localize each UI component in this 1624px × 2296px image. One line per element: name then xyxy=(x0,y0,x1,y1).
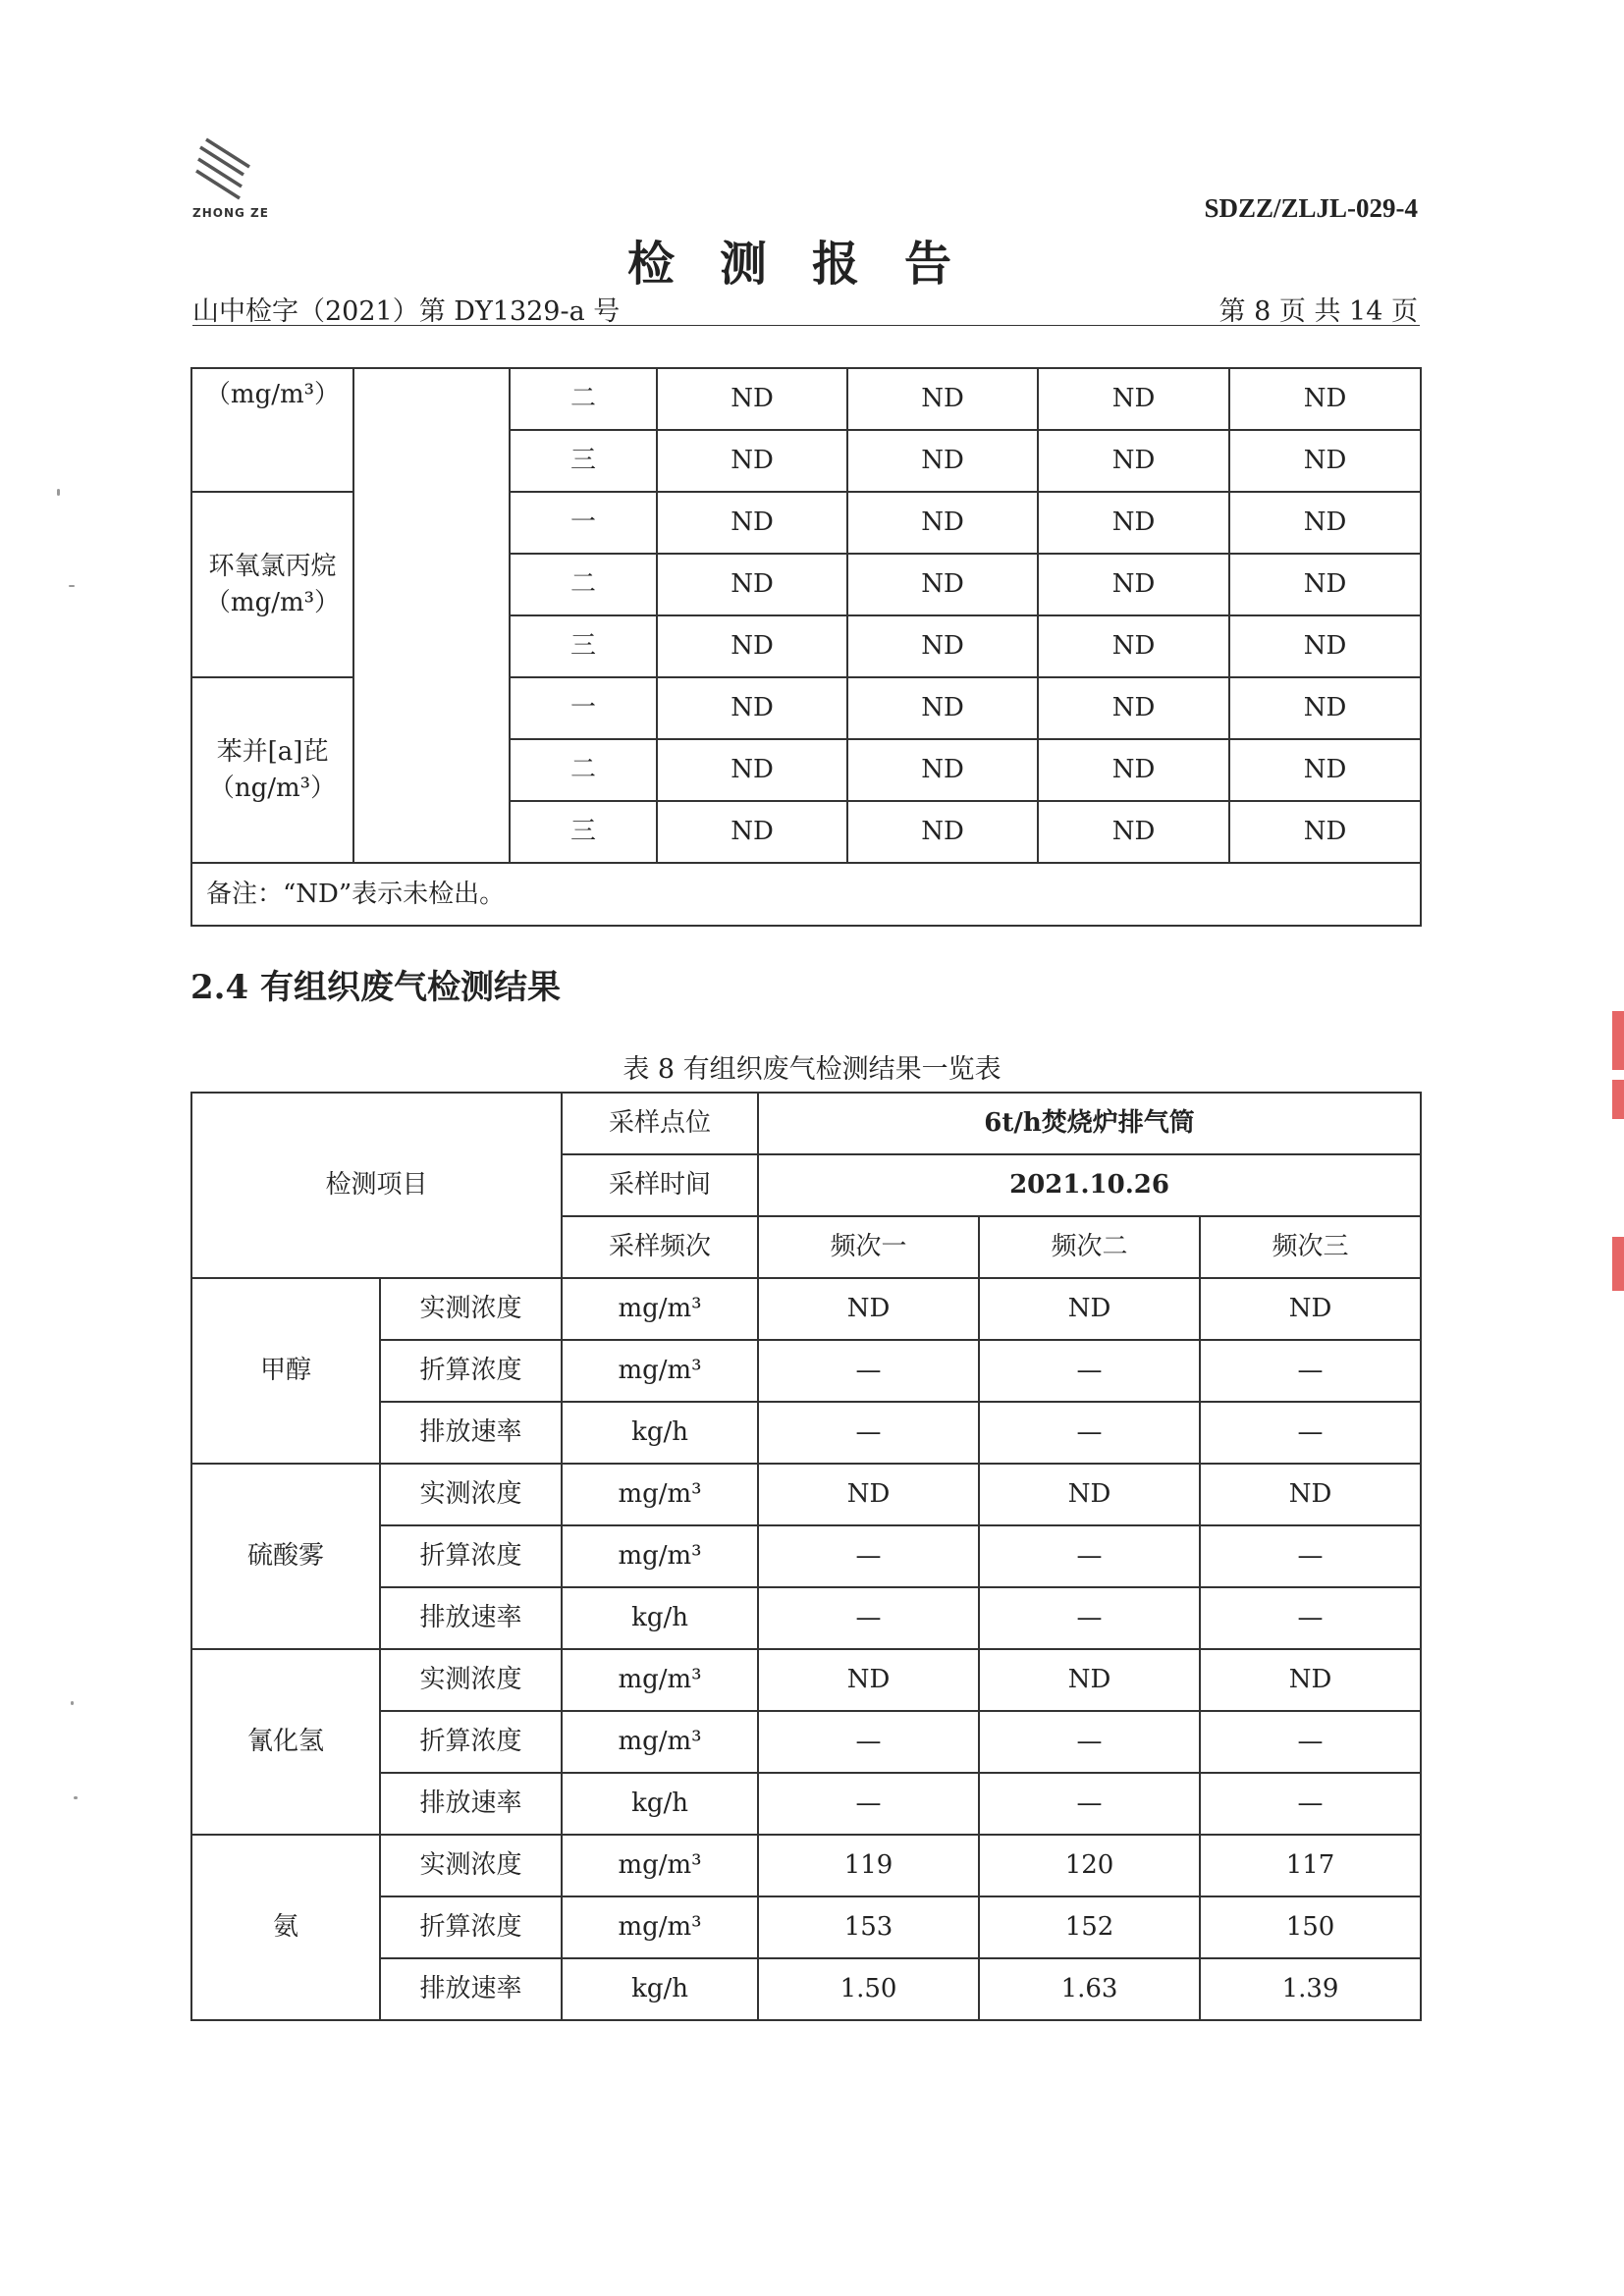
metric-cell: 实测浓度 xyxy=(380,1649,562,1711)
value-cell: — xyxy=(979,1340,1200,1402)
unit-cell: mg/m³ xyxy=(562,1464,758,1525)
scan-speck xyxy=(69,585,75,587)
unit-cell: kg/h xyxy=(562,1958,758,2020)
stamp-edge-mark xyxy=(1612,1011,1624,1070)
value-cell: — xyxy=(979,1711,1200,1773)
header-divider xyxy=(192,325,1420,326)
value-cell: ND xyxy=(1038,368,1229,430)
value-cell: ND xyxy=(1038,615,1229,677)
table-row xyxy=(191,1649,1421,1711)
unit-cell: mg/m³ xyxy=(562,1525,758,1587)
value-cell: ND xyxy=(847,677,1038,739)
table-row xyxy=(191,1835,1421,1896)
logo-text: ZHONG ZE xyxy=(192,206,269,220)
value-cell: ND xyxy=(979,1464,1200,1525)
value-cell: ND xyxy=(847,492,1038,554)
unit-cell: mg/m³ xyxy=(562,1711,758,1773)
pollutant-unit: （mg/m³） xyxy=(204,380,341,409)
sample-time-value: 2021.10.26 xyxy=(758,1154,1421,1216)
value-cell: ND xyxy=(758,1278,979,1340)
value-cell: 152 xyxy=(979,1896,1200,1958)
value-cell: — xyxy=(758,1711,979,1773)
value-cell: ND xyxy=(1038,739,1229,801)
table-row xyxy=(191,1464,1421,1525)
value-cell: ND xyxy=(979,1649,1200,1711)
value-cell: ND xyxy=(1229,739,1421,801)
scan-speck xyxy=(57,489,60,496)
report-title: 检测报告 xyxy=(626,237,997,292)
value-cell: — xyxy=(1200,1773,1421,1835)
metric-cell: 排放速率 xyxy=(380,1587,562,1649)
value-cell: ND xyxy=(847,739,1038,801)
table-row xyxy=(191,1093,1421,1154)
freq-cell: 二 xyxy=(510,554,657,615)
value-cell: — xyxy=(758,1525,979,1587)
metric-cell: 实测浓度 xyxy=(380,1464,562,1525)
metric-cell: 折算浓度 xyxy=(380,1340,562,1402)
table-caption: 表 8 有组织废气检测结果一览表 xyxy=(623,1054,1001,1085)
metric-cell: 排放速率 xyxy=(380,1773,562,1835)
report-number: 山中检字（2021）第 DY1329-a 号 xyxy=(192,296,621,327)
pollutant-name-cell: 氨 xyxy=(191,1835,380,2020)
metric-cell: 折算浓度 xyxy=(380,1525,562,1587)
table-7-continued xyxy=(190,367,1422,927)
value-cell: ND xyxy=(847,801,1038,863)
value-cell: — xyxy=(979,1773,1200,1835)
table-row xyxy=(191,368,1421,430)
value-cell: ND xyxy=(1038,677,1229,739)
unit-cell: mg/m³ xyxy=(562,1649,758,1711)
table-note: 备注：“ND”表示未检出。 xyxy=(191,863,1421,926)
metric-cell: 实测浓度 xyxy=(380,1278,562,1340)
value-cell: 119 xyxy=(758,1835,979,1896)
value-cell: ND xyxy=(657,739,847,801)
freq-header-cell: 频次三 xyxy=(1200,1216,1421,1278)
unit-cell: kg/h xyxy=(562,1773,758,1835)
value-cell: — xyxy=(758,1402,979,1464)
value-cell: ND xyxy=(657,615,847,677)
metric-cell: 折算浓度 xyxy=(380,1896,562,1958)
unit-cell: mg/m³ xyxy=(562,1835,758,1896)
value-cell: ND xyxy=(847,554,1038,615)
value-cell: ND xyxy=(1200,1464,1421,1525)
table-row xyxy=(191,863,1421,926)
value-cell: ND xyxy=(847,430,1038,492)
value-cell: ND xyxy=(1229,430,1421,492)
unit-cell: kg/h xyxy=(562,1402,758,1464)
unit-cell: mg/m³ xyxy=(562,1278,758,1340)
scan-speck xyxy=(71,1701,74,1705)
value-cell: ND xyxy=(847,615,1038,677)
page-info: 第 8 页 共 14 页 xyxy=(1218,296,1418,327)
value-cell: 1.63 xyxy=(979,1958,1200,2020)
unit-cell: mg/m³ xyxy=(562,1896,758,1958)
header-label-cell: 采样时间 xyxy=(562,1154,758,1216)
freq-header-cell: 频次一 xyxy=(758,1216,979,1278)
value-cell: ND xyxy=(1038,430,1229,492)
value-cell: ND xyxy=(1229,368,1421,430)
value-cell: — xyxy=(979,1525,1200,1587)
value-cell: — xyxy=(979,1587,1200,1649)
value-cell: ND xyxy=(1038,492,1229,554)
header-label-cell: 采样频次 xyxy=(562,1216,758,1278)
pollutant-name-cell: 甲醇 xyxy=(191,1278,380,1464)
value-cell: ND xyxy=(758,1464,979,1525)
item-header-cell: 检测项目 xyxy=(191,1093,562,1278)
value-cell: ND xyxy=(1229,677,1421,739)
value-cell: 153 xyxy=(758,1896,979,1958)
freq-cell: 二 xyxy=(510,739,657,801)
freq-cell: 三 xyxy=(510,430,657,492)
table-8-body xyxy=(191,1278,1421,2020)
scan-speck xyxy=(74,1796,78,1799)
value-cell: ND xyxy=(1229,615,1421,677)
value-cell: ND xyxy=(847,368,1038,430)
value-cell: ND xyxy=(1200,1649,1421,1711)
value-cell: 117 xyxy=(1200,1835,1421,1896)
value-cell: ND xyxy=(657,801,847,863)
metric-cell: 排放速率 xyxy=(380,1402,562,1464)
value-cell: — xyxy=(1200,1402,1421,1464)
unit-cell: mg/m³ xyxy=(562,1340,758,1402)
header-label-cell: 采样点位 xyxy=(562,1093,758,1154)
value-cell: 1.39 xyxy=(1200,1958,1421,2020)
value-cell: 150 xyxy=(1200,1896,1421,1958)
document-code: SDZZ/ZLJL-029-4 xyxy=(1204,193,1418,223)
table-row xyxy=(191,1278,1421,1340)
freq-cell: 三 xyxy=(510,615,657,677)
metric-cell: 排放速率 xyxy=(380,1958,562,2020)
value-cell: — xyxy=(979,1402,1200,1464)
value-cell: ND xyxy=(657,554,847,615)
value-cell: ND xyxy=(1229,492,1421,554)
value-cell: 120 xyxy=(979,1835,1200,1896)
value-cell: — xyxy=(758,1340,979,1402)
value-cell: — xyxy=(1200,1587,1421,1649)
metric-cell: 折算浓度 xyxy=(380,1711,562,1773)
sample-point-value: 6t/h焚烧炉排气筒 xyxy=(758,1093,1421,1154)
section-heading: 2.4 有组织废气检测结果 xyxy=(190,968,561,1007)
unit-cell: kg/h xyxy=(562,1587,758,1649)
freq-cell: 一 xyxy=(510,677,657,739)
freq-cell: 三 xyxy=(510,801,657,863)
empty-cell xyxy=(353,368,510,863)
value-cell: ND xyxy=(1200,1278,1421,1340)
value-cell: ND xyxy=(1038,554,1229,615)
value-cell: ND xyxy=(979,1278,1200,1340)
value-cell: — xyxy=(1200,1525,1421,1587)
pollutant-name-cell: 硫酸雾 xyxy=(191,1464,380,1649)
value-cell: 1.50 xyxy=(758,1958,979,2020)
pollutant-cell: 环氧氯丙烷（mg/m³） xyxy=(191,492,353,677)
pollutant-cell xyxy=(191,368,353,492)
freq-cell: 二 xyxy=(510,368,657,430)
table-8 xyxy=(190,1092,1422,2021)
value-cell: — xyxy=(758,1587,979,1649)
value-cell: — xyxy=(1200,1711,1421,1773)
value-cell: ND xyxy=(1038,801,1229,863)
value-cell: ND xyxy=(657,430,847,492)
value-cell: ND xyxy=(657,492,847,554)
metric-cell: 实测浓度 xyxy=(380,1835,562,1896)
stamp-edge-mark xyxy=(1612,1237,1624,1291)
value-cell: ND xyxy=(657,368,847,430)
stamp-edge-mark xyxy=(1612,1080,1624,1119)
value-cell: ND xyxy=(1229,801,1421,863)
value-cell: — xyxy=(758,1773,979,1835)
value-cell: ND xyxy=(758,1649,979,1711)
value-cell: ND xyxy=(1229,554,1421,615)
freq-cell: 一 xyxy=(510,492,657,554)
value-cell: — xyxy=(1200,1340,1421,1402)
pollutant-name-cell: 氰化氢 xyxy=(191,1649,380,1835)
value-cell: ND xyxy=(657,677,847,739)
freq-header-cell: 频次二 xyxy=(979,1216,1200,1278)
pollutant-cell: 苯并[a]芘（ng/m³） xyxy=(191,677,353,863)
